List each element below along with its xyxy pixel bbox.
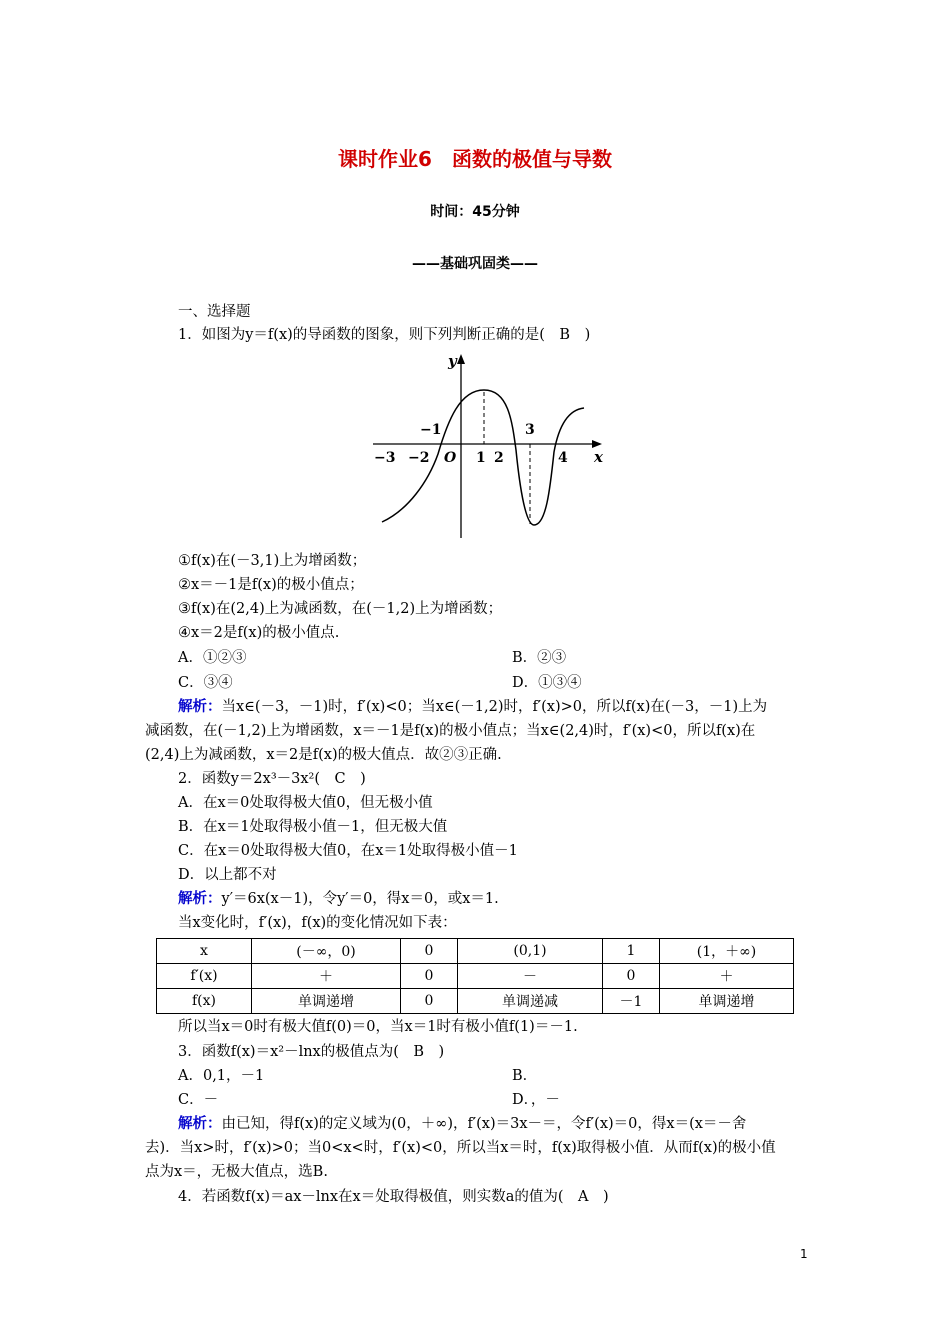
- part-heading: 一、选择题: [178, 304, 251, 320]
- explanation-label: 解析：: [178, 891, 222, 907]
- table-row: [157, 989, 794, 1014]
- table-row: [157, 964, 794, 989]
- time-limit: 时间：45分钟: [430, 204, 520, 220]
- q1-statement: ④x＝2是f(x)的极小值点.: [178, 625, 340, 641]
- table-cell: ＋: [660, 964, 794, 989]
- tick-label: 4: [558, 450, 568, 466]
- page-title: 课时作业6 函数的极值与导数: [338, 147, 612, 171]
- explanation-label: 解析：: [178, 1116, 222, 1132]
- q1-statement: ①f(x)在(－3,1)上为增函数；: [178, 553, 367, 569]
- root-label: 3: [525, 422, 535, 438]
- table-cell: ＋: [252, 964, 401, 989]
- q2-conclusion: 所以当x＝0时有极大值f(0)＝0，当x＝1时有极小值f(1)＝－1.: [178, 1019, 578, 1035]
- table-cell: 单调递增: [252, 989, 401, 1014]
- q2-table-intro: 当x变化时，f′(x)，f(x)的变化情况如下表：: [178, 915, 457, 931]
- table-cell: 0: [401, 989, 458, 1014]
- q3-explanation-line: 去)．当x>时，f′(x)>0；当0<x<时，f′(x)<0，所以当x＝时，f(x)取得极小值．从而f(x)的极小值: [145, 1140, 776, 1156]
- table-cell: f(x): [157, 989, 252, 1014]
- q3-option-a: A．0,1，－1: [178, 1068, 265, 1084]
- q2-option: B．在x＝1处取得极小值－1，但无极大值: [178, 819, 448, 835]
- tick-label: 2: [494, 450, 504, 466]
- tick-label: 1: [476, 450, 486, 466]
- derivative-graph: [368, 350, 608, 542]
- q1-statement: ③f(x)在(2,4)上为减函数，在(－1,2)上为增函数；: [178, 601, 503, 617]
- x-axis-label: x: [594, 448, 603, 466]
- table-cell: 单调递增: [660, 989, 794, 1014]
- table-cell: f′(x): [157, 964, 252, 989]
- q3-option-d: D．，－: [512, 1092, 560, 1108]
- table-row: [157, 939, 794, 964]
- page-number: 1: [800, 1247, 808, 1261]
- q1-explanation-line: 减函数，在(－1,2)上为增函数，x＝－1是f(x)的极小值点；当x∈(2,4)时，f′(x)<0，所以f(x)在: [145, 723, 756, 739]
- table-cell: 1: [603, 939, 660, 964]
- table-cell: 0: [401, 939, 458, 964]
- x-axis-arrow: [592, 440, 602, 448]
- q2-explanation-line: 解析：y′＝6x(x－1)，令y′＝0，得x＝0，或x＝1.: [178, 891, 499, 907]
- table-cell: －: [458, 964, 603, 989]
- q2-option: A．在x＝0处取得极大值0，但无极小值: [178, 795, 433, 811]
- table-cell: (1，＋∞): [660, 939, 794, 964]
- variation-table: [156, 938, 794, 1014]
- root-label: −1: [420, 422, 442, 438]
- y-axis-arrow: [457, 354, 465, 364]
- table-cell: x: [157, 939, 252, 964]
- q3-explanation-line: 解析：由已知，得f(x)的定义域为(0，＋∞)，f′(x)＝3x－＝，令f′(x)＝0，得x＝(x＝－舍: [178, 1116, 747, 1132]
- tick-label: −3: [374, 450, 396, 466]
- table-cell: 单调递减: [458, 989, 603, 1014]
- q3-stem: 3．函数f(x)＝x²－lnx的极值点为( B ): [178, 1044, 445, 1060]
- q3-explanation-line: 点为x＝，无极大值点，选B.: [145, 1164, 328, 1180]
- q3-option-b: B．: [512, 1068, 538, 1084]
- q1-option-d: D．①③④: [512, 675, 582, 691]
- q1-stem: 1．如图为y＝f(x)的导函数的图象，则下列判断正确的是( B ): [178, 327, 591, 343]
- q2-option: D．以上都不对: [178, 867, 277, 883]
- section-heading: ——基础巩固类——: [412, 256, 538, 272]
- q1-statement: ②x＝－1是f(x)的极小值点；: [178, 577, 364, 593]
- q1-explanation-line: 解析：当x∈(－3，－1)时，f′(x)<0；当x∈(－1,2)时，f′(x)>0，所以f(x)在(－3，－1)上为: [178, 699, 768, 715]
- y-axis-label: y: [448, 352, 457, 370]
- q3-option-c: C．－: [178, 1092, 219, 1108]
- table-cell: 0: [603, 964, 660, 989]
- q1-explanation-line: (2,4)上为减函数，x＝2是f(x)的极大值点．故②③正确.: [145, 747, 502, 763]
- explanation-label: 解析：: [178, 699, 222, 715]
- q1-option-b: B．②③: [512, 650, 567, 666]
- table-cell: －1: [603, 989, 660, 1014]
- q4-stem: 4．若函数f(x)＝ax－lnx在x＝处取得极值，则实数a的值为( A ): [178, 1189, 609, 1205]
- table-cell: (0,1): [458, 939, 603, 964]
- q2-option: C．在x＝0处取得极大值0，在x＝1处取得极小值－1: [178, 843, 518, 859]
- table-cell: (－∞，0): [252, 939, 401, 964]
- q2-stem: 2．函数y＝2x³－3x²( C ): [178, 771, 366, 787]
- q1-option-c: C．③④: [178, 675, 233, 691]
- table-cell: 0: [401, 964, 458, 989]
- q1-option-a: A．①②③: [178, 650, 247, 666]
- tick-label: −2: [408, 450, 430, 466]
- origin-label: O: [444, 450, 457, 466]
